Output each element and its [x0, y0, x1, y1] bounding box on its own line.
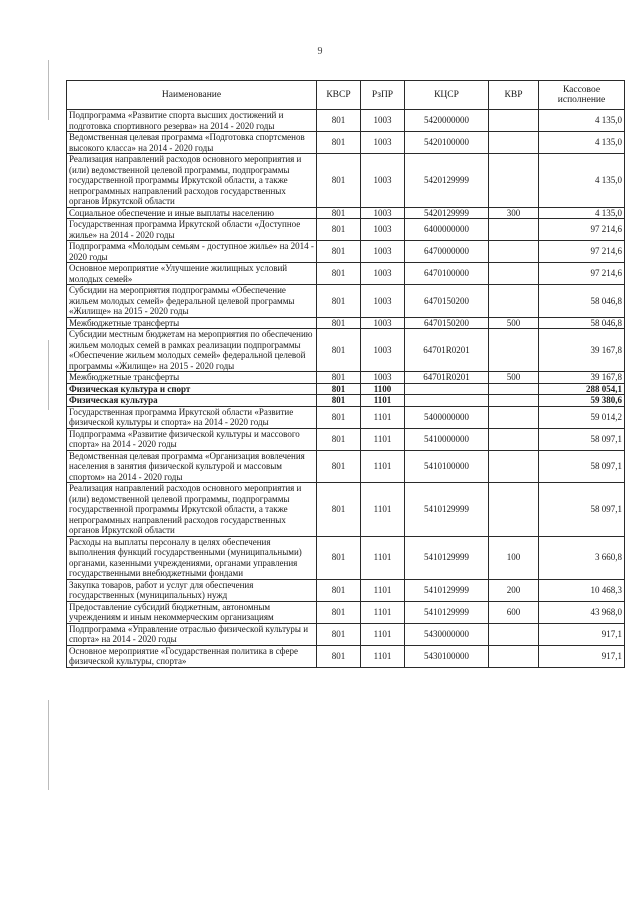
- row-rzpr: 1003: [361, 285, 405, 318]
- row-rzpr: 1003: [361, 154, 405, 208]
- row-kvr: [489, 329, 539, 372]
- row-amount: 97 214,6: [539, 263, 625, 285]
- row-rzpr: 1101: [361, 483, 405, 537]
- row-kvr: 300: [489, 207, 539, 219]
- row-kcsr: 5420129999: [405, 154, 489, 208]
- row-kcsr: 5430100000: [405, 645, 489, 667]
- row-kvr: [489, 219, 539, 241]
- row-rzpr: 1101: [361, 406, 405, 428]
- row-kvsr: 801: [317, 132, 361, 154]
- row-kcsr: 6470000000: [405, 241, 489, 263]
- row-kvr: [489, 154, 539, 208]
- table-row: [67, 395, 625, 407]
- row-name: Физическая культура: [67, 395, 317, 407]
- row-amount: 917,1: [539, 623, 625, 645]
- row-rzpr: 1003: [361, 317, 405, 329]
- row-kvr: [489, 406, 539, 428]
- row-rzpr: 1003: [361, 263, 405, 285]
- row-kvsr: 801: [317, 406, 361, 428]
- row-name: Основное мероприятие «Улучшение жилищных условий молодых семей»: [67, 263, 317, 285]
- table-row: [67, 263, 625, 285]
- row-kvsr: 801: [317, 154, 361, 208]
- row-name: Государственная программа Иркутской области «Доступное жилье» на 2014 - 2020 годы: [67, 219, 317, 241]
- row-kvsr: 801: [317, 450, 361, 483]
- row-kvsr: 801: [317, 623, 361, 645]
- header-kcsr: КЦСР: [405, 81, 489, 110]
- header-name: Наименование: [67, 81, 317, 110]
- row-amount: 288 054,1: [539, 383, 625, 395]
- row-kcsr: 6400000000: [405, 219, 489, 241]
- row-kvr: [489, 263, 539, 285]
- row-amount: 4 135,0: [539, 110, 625, 132]
- row-rzpr: 1003: [361, 219, 405, 241]
- row-kvr: [489, 483, 539, 537]
- row-kvsr: 801: [317, 536, 361, 579]
- row-name: Межбюджетные трансферты: [67, 317, 317, 329]
- row-rzpr: 1003: [361, 110, 405, 132]
- row-amount: 43 968,0: [539, 601, 625, 623]
- row-kvr: 600: [489, 601, 539, 623]
- row-name: Ведомственная целевая программа «Организация вовлечения населения в занятия физической культурой и массовым спортом» на 2014 - 2020 годы: [67, 450, 317, 483]
- row-kcsr: 5410129999: [405, 483, 489, 537]
- row-rzpr: 1101: [361, 395, 405, 407]
- row-amount: 97 214,6: [539, 219, 625, 241]
- row-kvsr: 801: [317, 383, 361, 395]
- row-amount: 58 046,8: [539, 317, 625, 329]
- row-kvsr: 801: [317, 241, 361, 263]
- row-amount: 4 135,0: [539, 132, 625, 154]
- row-amount: 59 014,2: [539, 406, 625, 428]
- row-amount: 58 097,1: [539, 428, 625, 450]
- row-kcsr: [405, 395, 489, 407]
- row-rzpr: 1003: [361, 207, 405, 219]
- table-row: [67, 207, 625, 219]
- header-rzpr: РзПР: [361, 81, 405, 110]
- row-kvr: [489, 450, 539, 483]
- table-row: [67, 450, 625, 483]
- row-name: Субсидии местным бюджетам на мероприятия по обеспечению жильем молодых семей в рамках реализации подпрограммы «Обеспечение жильем молодых семей» федеральной целевой программы «Жилище» на 2015 - 2020 годы: [67, 329, 317, 372]
- row-kvsr: 801: [317, 317, 361, 329]
- row-kvsr: 801: [317, 579, 361, 601]
- table-row: [67, 601, 625, 623]
- table-body: [67, 110, 625, 668]
- table-row: [67, 623, 625, 645]
- row-kvr: [489, 383, 539, 395]
- row-rzpr: 1100: [361, 383, 405, 395]
- table-row: [67, 219, 625, 241]
- row-kvsr: 801: [317, 219, 361, 241]
- row-rzpr: 1003: [361, 241, 405, 263]
- row-name: Предоставление субсидий бюджетным, автономным учреждениям и иным некоммерческим организациям: [67, 601, 317, 623]
- row-kcsr: 5420100000: [405, 132, 489, 154]
- row-kvsr: 801: [317, 645, 361, 667]
- row-kvsr: 801: [317, 263, 361, 285]
- row-name: Закупка товаров, работ и услуг для обеспечения государственных (муниципальных) нужд: [67, 579, 317, 601]
- row-kcsr: 5410129999: [405, 579, 489, 601]
- row-kvr: [489, 395, 539, 407]
- row-rzpr: 1101: [361, 428, 405, 450]
- row-name: Реализация направлений расходов основного мероприятия и (или) ведомственной целевой программы, подпрограммы государственной программы Иркутской области, а также непрограммных направлений расходов государственных органов Иркутской области: [67, 154, 317, 208]
- row-kvsr: 801: [317, 285, 361, 318]
- row-amount: 58 097,1: [539, 483, 625, 537]
- table-row: [67, 132, 625, 154]
- row-amount: 10 468,3: [539, 579, 625, 601]
- budget-table: [66, 80, 625, 668]
- row-kvsr: 801: [317, 483, 361, 537]
- row-kvr: [489, 132, 539, 154]
- row-name: Подпрограмма «Молодым семьям - доступное жилье» на 2014 - 2020 годы: [67, 241, 317, 263]
- page-number: 9: [317, 46, 323, 57]
- table-row: [67, 536, 625, 579]
- margin-marks: [48, 60, 52, 900]
- row-kcsr: 5410100000: [405, 450, 489, 483]
- row-amount: 39 167,8: [539, 372, 625, 384]
- row-name: Физическая культура и спорт: [67, 383, 317, 395]
- row-amount: 917,1: [539, 645, 625, 667]
- table-header-row: [67, 81, 625, 110]
- table-row: [67, 154, 625, 208]
- row-kvr: [489, 241, 539, 263]
- row-kcsr: 5400000000: [405, 406, 489, 428]
- row-name: Межбюджетные трансферты: [67, 372, 317, 384]
- row-name: Социальное обеспечение и иные выплаты населению: [67, 207, 317, 219]
- row-kcsr: 64701R0201: [405, 372, 489, 384]
- table-row: [67, 579, 625, 601]
- table-row: [67, 428, 625, 450]
- table-row: [67, 483, 625, 537]
- row-rzpr: 1101: [361, 579, 405, 601]
- table-row: [67, 317, 625, 329]
- row-kvr: 500: [489, 372, 539, 384]
- row-kvsr: 801: [317, 395, 361, 407]
- row-kvr: 200: [489, 579, 539, 601]
- row-kcsr: 5420129999: [405, 207, 489, 219]
- row-amount: 58 097,1: [539, 450, 625, 483]
- row-name: Ведомственная целевая программа «Подготовка спортсменов высокого класса» на 2014 - 2020 годы: [67, 132, 317, 154]
- row-kcsr: [405, 383, 489, 395]
- row-name: Субсидии на мероприятия подпрограммы «Обеспечение жильем молодых семей» федеральной целевой программы «Жилище» на 2015 - 2020 годы: [67, 285, 317, 318]
- row-kvr: [489, 428, 539, 450]
- row-amount: 4 135,0: [539, 207, 625, 219]
- row-kcsr: 5430000000: [405, 623, 489, 645]
- row-name: Реализация направлений расходов основного мероприятия и (или) ведомственной целевой программы, подпрограммы государственной программы Иркутской области, а также непрограммных направлений расходов государственных органов Иркутской области: [67, 483, 317, 537]
- row-kcsr: 5420000000: [405, 110, 489, 132]
- row-kvr: [489, 623, 539, 645]
- row-kvsr: 801: [317, 110, 361, 132]
- row-kvr: [489, 645, 539, 667]
- row-kvr: [489, 110, 539, 132]
- row-rzpr: 1101: [361, 623, 405, 645]
- row-name: Основное мероприятие «Государственная политика в сфере физической культуры, спорта»: [67, 645, 317, 667]
- row-kvsr: 801: [317, 207, 361, 219]
- row-amount: 58 046,8: [539, 285, 625, 318]
- row-name: Подпрограмма «Развитие физической культуры и массового спорта» на 2014 - 2020 годы: [67, 428, 317, 450]
- row-kcsr: 6470150200: [405, 285, 489, 318]
- row-rzpr: 1003: [361, 329, 405, 372]
- row-kcsr: 5410129999: [405, 601, 489, 623]
- row-amount: 97 214,6: [539, 241, 625, 263]
- row-kvsr: 801: [317, 428, 361, 450]
- header-kvr: КВР: [489, 81, 539, 110]
- row-rzpr: 1003: [361, 132, 405, 154]
- row-name: Подпрограмма «Развитие спорта высших достижений и подготовка спортивного резерва» на 2014 - 2020 годы: [67, 110, 317, 132]
- table-row: [67, 406, 625, 428]
- row-kvr: 100: [489, 536, 539, 579]
- row-kvr: 500: [489, 317, 539, 329]
- row-rzpr: 1101: [361, 536, 405, 579]
- row-kvsr: 801: [317, 601, 361, 623]
- header-amount: Кассовое исполнение: [539, 81, 625, 110]
- row-name: Государственная программа Иркутской области «Развитие физической культуры и спорта» на 2014 - 2020 годы: [67, 406, 317, 428]
- row-kcsr: 6470100000: [405, 263, 489, 285]
- row-amount: 3 660,8: [539, 536, 625, 579]
- row-name: Расходы на выплаты персоналу в целях обеспечения выполнения функций государственными (муниципальными) органами, казенными учреждениями, органами управления государственными внебюджетными фондами: [67, 536, 317, 579]
- table-row: [67, 285, 625, 318]
- row-amount: 59 380,6: [539, 395, 625, 407]
- row-name: Подпрограмма «Управление отраслью физической культуры и спорта» на 2014 - 2020 годы: [67, 623, 317, 645]
- row-kcsr: 64701R0201: [405, 329, 489, 372]
- table-row: [67, 383, 625, 395]
- header-kvsr: КВСР: [317, 81, 361, 110]
- row-amount: 39 167,8: [539, 329, 625, 372]
- row-kvsr: 801: [317, 372, 361, 384]
- table-row: [67, 241, 625, 263]
- row-kvsr: 801: [317, 329, 361, 372]
- row-rzpr: 1101: [361, 450, 405, 483]
- table-row: [67, 372, 625, 384]
- table-row: [67, 645, 625, 667]
- table-row: [67, 110, 625, 132]
- row-kcsr: 5410000000: [405, 428, 489, 450]
- row-rzpr: 1101: [361, 645, 405, 667]
- row-kcsr: 6470150200: [405, 317, 489, 329]
- row-rzpr: 1101: [361, 601, 405, 623]
- row-amount: 4 135,0: [539, 154, 625, 208]
- row-rzpr: 1003: [361, 372, 405, 384]
- row-kvr: [489, 285, 539, 318]
- table-row: [67, 329, 625, 372]
- row-kcsr: 5410129999: [405, 536, 489, 579]
